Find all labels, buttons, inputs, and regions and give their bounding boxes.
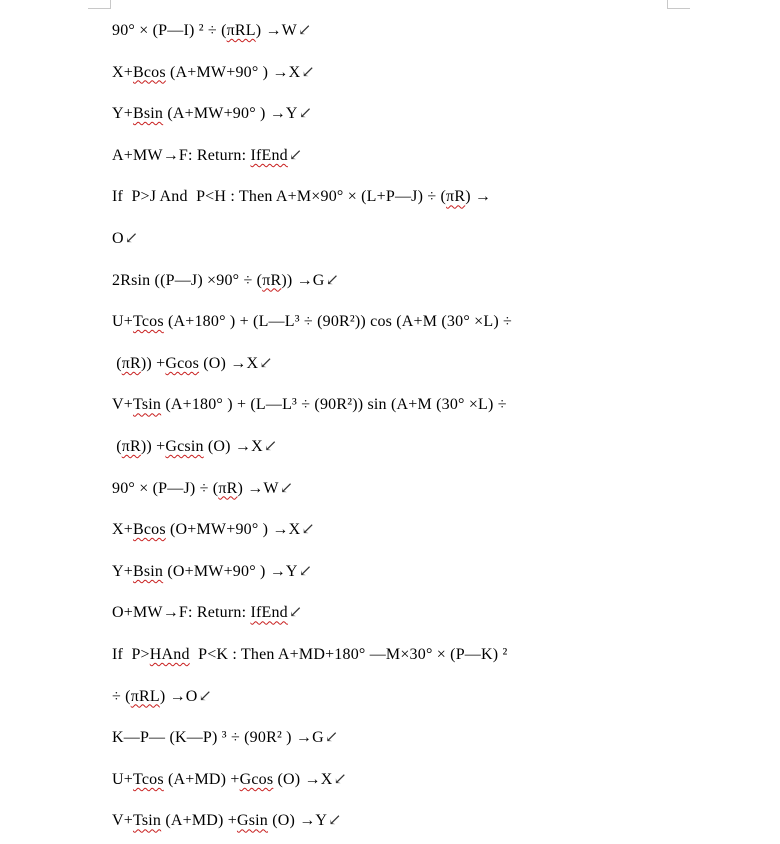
line-text: If P>J And P<H : Then A+M×90° × (L+P—J) ÷ (: [112, 188, 447, 206]
document-line[interactable]: [112, 562, 672, 582]
line-text: ) →W: [255, 22, 297, 39]
line-text: If P>: [112, 646, 150, 663]
line-text: (A+MW+90° ) →Y: [163, 105, 298, 123]
line-text: (: [112, 354, 122, 372]
line-text: (O) →X: [203, 438, 263, 455]
paragraph-return-mark: ↙: [259, 354, 273, 372]
document-line[interactable]: [112, 437, 672, 457]
paragraph-return-mark: ↙: [301, 63, 315, 81]
document-line[interactable]: [112, 687, 672, 707]
page-corner-mark-right: [667, 0, 690, 9]
document-line[interactable]: [112, 229, 672, 249]
line-text: ÷ (: [112, 687, 131, 705]
line-text: (O) →X: [273, 770, 333, 788]
paragraph-return-mark: ↙: [297, 22, 312, 39]
line-text: (A+180° ) + (L—L³ ÷ (90R²)) sin (A+M (30° ×L) ÷: [161, 396, 507, 414]
paragraph-return-mark: ↙: [279, 479, 294, 497]
spellcheck-flagged-word: πR: [446, 188, 466, 206]
document-line[interactable]: [112, 271, 672, 291]
line-text: 90° × (P—I) ² ÷ (: [112, 22, 227, 39]
paragraph-return-mark: ↙: [301, 521, 315, 539]
line-text: X+: [112, 521, 133, 539]
line-text: X+: [112, 63, 133, 81]
line-text: (A+180° ) + (L—L³ ÷ (90R²)) cos (A+M (30° ×L) ÷: [163, 313, 513, 331]
spellcheck-flagged-word: πRL: [130, 687, 160, 705]
line-text: U+: [112, 770, 133, 788]
document-line[interactable]: [112, 104, 672, 124]
paragraph-return-mark: ↙: [288, 604, 303, 622]
line-text: (O+MW+90° ) →Y: [163, 562, 298, 580]
spellcheck-flagged-word: πR: [121, 354, 141, 372]
document-line[interactable]: [112, 63, 672, 83]
spellcheck-flagged-word: Gcsin: [165, 438, 204, 455]
line-text: V+: [112, 396, 133, 414]
spellcheck-flagged-word: Bsin: [132, 562, 164, 580]
line-text: A+MW→F: Return:: [112, 146, 251, 164]
paragraph-return-mark: ↙: [298, 562, 313, 580]
spellcheck-flagged-word: IfEnd: [250, 604, 288, 622]
spellcheck-flagged-word: Gcos: [239, 770, 274, 788]
line-text: P<K : Then A+MD+180° —M×30° × (P—K) ²: [189, 646, 508, 663]
line-text: (A+MD) +: [163, 770, 240, 788]
spellcheck-flagged-word: Tsin: [132, 396, 162, 414]
paragraph-return-mark: ↙: [333, 770, 348, 788]
line-text: O: [112, 230, 124, 247]
spellcheck-flagged-word: Tsin: [132, 812, 162, 830]
line-text: O+MW→F: Return:: [112, 604, 251, 622]
paragraph-return-mark: ↙: [298, 105, 313, 123]
document-line[interactable]: [112, 728, 672, 748]
line-text: )) +: [140, 438, 166, 455]
document-line[interactable]: [112, 603, 672, 623]
line-text: K—P— (K—P) ³ ÷ (90R² ) →G: [112, 729, 324, 747]
document-line[interactable]: [112, 21, 672, 41]
spellcheck-flagged-word: Bsin: [132, 105, 164, 123]
paragraph-return-mark: ↙: [124, 230, 139, 247]
paragraph-return-mark: ↙: [288, 146, 303, 164]
document-line[interactable]: [112, 770, 672, 790]
line-text: (A+MD) +: [161, 812, 237, 830]
line-text: V+: [112, 812, 133, 830]
line-text: 90° × (P—J) ÷ (: [112, 479, 219, 497]
paragraph-return-mark: ↙: [198, 687, 213, 705]
paragraph-return-mark: ↙: [325, 271, 340, 289]
line-text: (O+MW+90° ) →X: [165, 521, 301, 539]
paragraph-return-mark: ↙: [263, 438, 278, 455]
line-text: U+: [112, 313, 133, 331]
spellcheck-flagged-word: πR: [262, 271, 282, 289]
document-line[interactable]: [112, 395, 672, 415]
line-text: (O) →X: [199, 354, 259, 372]
document-line[interactable]: [112, 811, 672, 831]
spellcheck-flagged-word: πR: [121, 438, 141, 455]
line-text: )) +: [140, 354, 166, 372]
line-text: (A+MW+90° ) →X: [165, 63, 301, 81]
spellcheck-flagged-word: πR: [218, 479, 238, 497]
spellcheck-flagged-word: Gsin: [236, 812, 268, 830]
line-text: ) →: [465, 188, 492, 206]
document-line[interactable]: [112, 146, 672, 166]
spellcheck-flagged-word: Bcos: [132, 521, 166, 539]
document-line[interactable]: [112, 187, 672, 207]
line-text: ) →O: [159, 687, 198, 705]
document-line[interactable]: [112, 520, 672, 540]
paragraph-return-mark: ↙: [324, 729, 339, 747]
line-text: )) →G: [281, 271, 325, 289]
paragraph-return-mark: ↙: [328, 812, 342, 830]
document-line[interactable]: [112, 354, 672, 374]
document-line[interactable]: [112, 479, 672, 499]
line-text: ) →W: [237, 479, 279, 497]
line-text: (O) →Y: [268, 812, 328, 830]
spellcheck-flagged-word: Tcos: [132, 770, 164, 788]
line-text: Y+: [112, 562, 133, 580]
line-text: Y+: [112, 105, 133, 123]
spellcheck-flagged-word: HAnd: [149, 646, 190, 663]
spellcheck-flagged-word: Gcos: [165, 354, 200, 372]
spellcheck-flagged-word: πRL: [226, 22, 256, 39]
line-text: (: [112, 438, 122, 455]
spellcheck-flagged-word: Bcos: [132, 63, 166, 81]
spellcheck-flagged-word: IfEnd: [250, 146, 288, 164]
page-corner-mark-left: [88, 0, 111, 9]
line-text: 2Rsin ((P—J) ×90° ÷ (: [112, 271, 263, 289]
document-line[interactable]: [112, 645, 672, 665]
document-line[interactable]: [112, 312, 672, 332]
spellcheck-flagged-word: Tcos: [132, 313, 164, 331]
